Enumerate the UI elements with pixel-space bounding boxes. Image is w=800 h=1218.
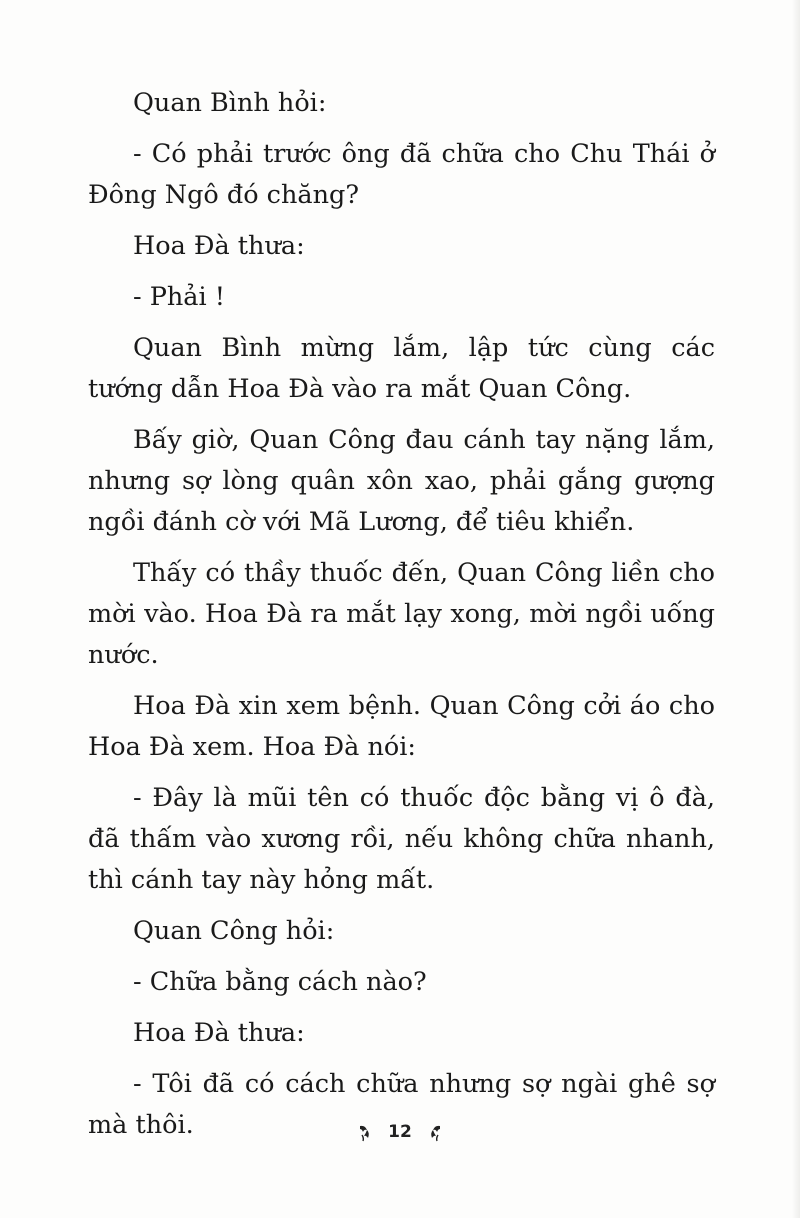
page-edge-shadow xyxy=(792,0,800,1218)
paragraph: Bấy giờ, Quan Công đau cánh tay nặng lắm, nhưng sợ lòng quân xôn xao, phải gắng gượng ngồi đánh cờ với Mã Lương, để tiêu khiển. xyxy=(88,425,715,537)
floral-ornament-icon xyxy=(421,1121,443,1143)
paragraph: - Có phải trước ông đã chữa cho Chu Thái ở Đông Ngô đó chăng? xyxy=(88,139,715,210)
paragraph: - Chữa bằng cách nào? xyxy=(133,967,427,997)
body-text xyxy=(88,83,715,1156)
floral-ornament-icon xyxy=(357,1121,379,1143)
paragraph: - Đây là mũi tên có thuốc độc bằng vị ô đà, đã thấm vào xương rồi, nếu không chữa nhanh, thì cánh tay này hỏng mất. xyxy=(88,783,715,895)
paragraph: Thấy có thầy thuốc đến, Quan Công liền cho mời vào. Hoa Đà ra mắt lạy xong, mời ngồi uống nước. xyxy=(88,558,715,670)
page-number: 12 xyxy=(388,1122,412,1142)
page-footer xyxy=(0,1121,800,1143)
paragraph: Quan Công hỏi: xyxy=(133,916,335,946)
paragraph: Hoa Đà thưa: xyxy=(133,1018,305,1048)
paragraph: Quan Bình hỏi: xyxy=(133,88,327,118)
paragraph: - Phải ! xyxy=(133,282,226,312)
paragraph: Hoa Đà thưa: xyxy=(133,231,305,261)
paragraph: Hoa Đà xin xem bệnh. Quan Công cởi áo cho Hoa Đà xem. Hoa Đà nói: xyxy=(88,691,715,762)
paragraph: Quan Bình mừng lắm, lập tức cùng các tướng dẫn Hoa Đà vào ra mắt Quan Công. xyxy=(88,333,715,404)
paragraph: - Tôi đã có cách chữa nhưng sợ ngài ghê sợ mà thôi. xyxy=(88,1069,715,1140)
